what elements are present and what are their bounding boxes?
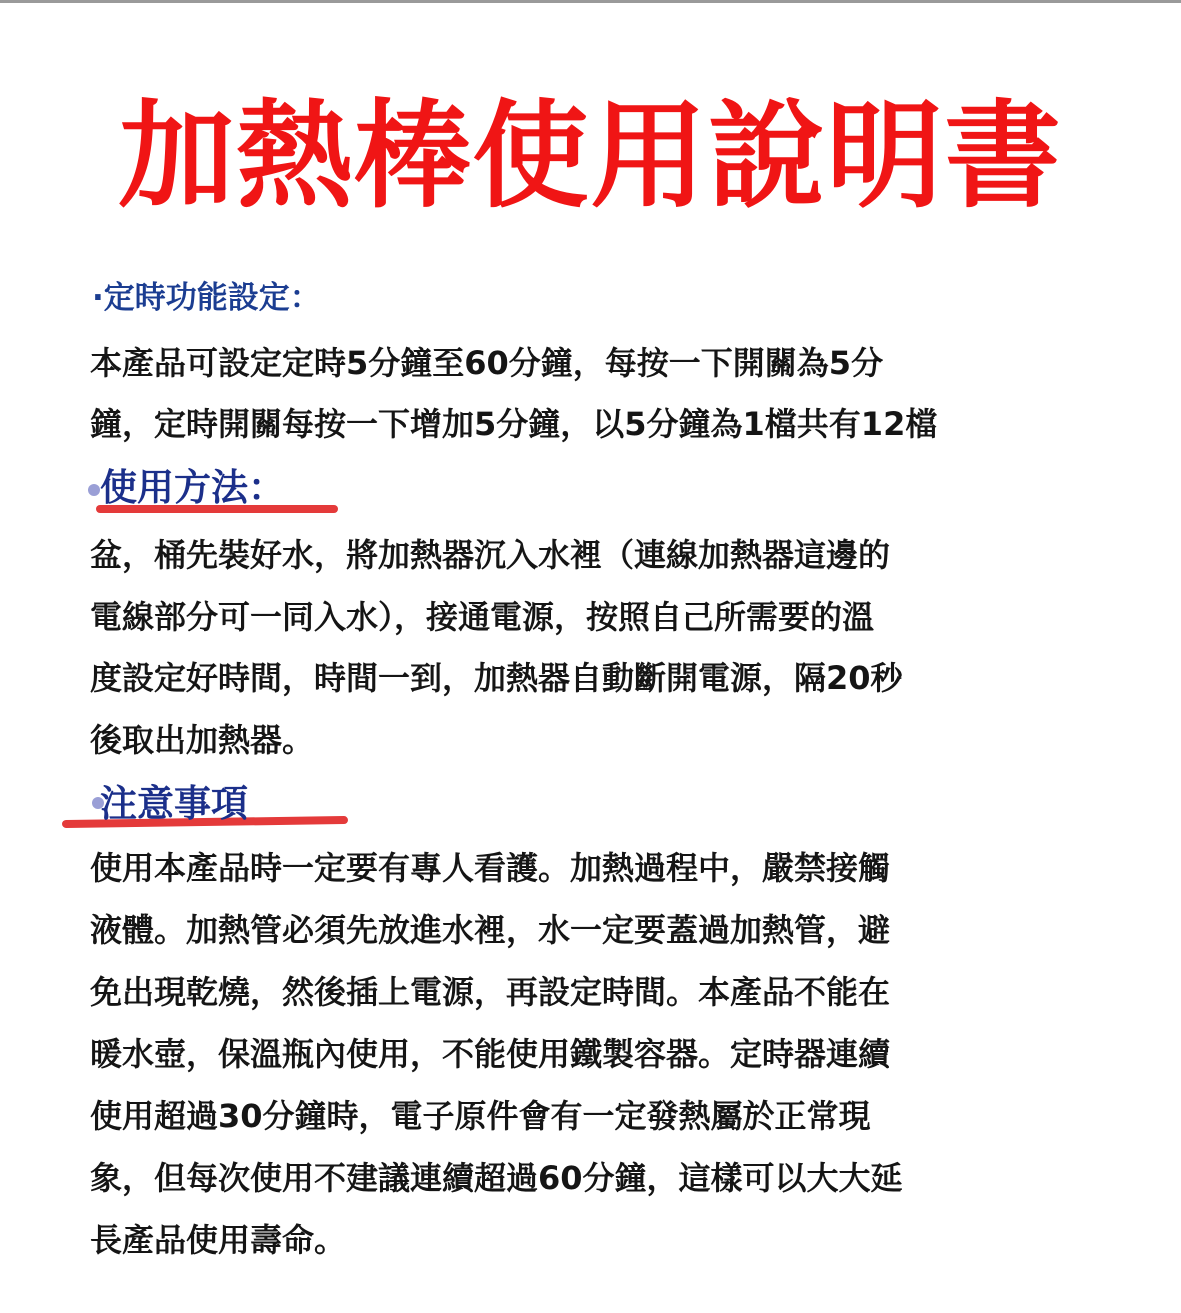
timer-line: 本產品可設定定時5分鐘至60分鐘，每按一下開關為5分 — [90, 344, 884, 382]
usage-line: 盆，桶先裝好水，將加熱器沉入水裡（連線加熱器這邊的 — [90, 536, 891, 574]
precautions-line: 長產品使用壽命。 — [90, 1221, 347, 1259]
usage-line: 度設定好時間，時間一到，加熱器自動斷開電源，隔20秒 — [90, 659, 903, 697]
precautions-line: 使用超過30分鐘時，電子原件會有一定發熱屬於正常現 — [90, 1097, 871, 1135]
timer-setting-paragraph — [90, 333, 937, 455]
precautions-paragraph — [90, 837, 903, 1271]
precautions-heading: 注意事項 — [100, 782, 248, 825]
precautions-line: 液體。加熱管必須先放進水裡，水一定要蓋過加熱管，避 — [90, 911, 891, 949]
usage-line: 後取出加熱器。 — [90, 720, 315, 759]
usage-line: 電線部分可一同入水），接通電源，按照自己所需要的溫 — [90, 597, 875, 636]
bullet-dot — [88, 484, 100, 496]
usage-heading: 使用方法： — [100, 466, 285, 509]
precautions-line: 使用本產品時一定要有專人看護。加熱過程中，嚴禁接觸 — [90, 849, 891, 887]
timer-line: 鐘，定時開關每按一下增加5分鐘，以5分鐘為1檔共有12檔 — [90, 405, 938, 443]
precautions-line: 暖水壺，保溫瓶內使用，不能使用鐵製容器。定時器連續 — [90, 1035, 891, 1073]
precautions-line: 免出現乾燒，然後插上電源，再設定時間。本產品不能在 — [90, 973, 891, 1011]
top-divider — [0, 0, 1181, 3]
precautions-line: 象，但每次使用不建議連續超過60分鐘，這樣可以大大延 — [90, 1159, 903, 1197]
usage-paragraph — [90, 525, 903, 771]
document-title: 加熱棒使用說明書 — [118, 89, 1063, 224]
timer-setting-heading: ·定時功能設定： — [92, 280, 321, 316]
